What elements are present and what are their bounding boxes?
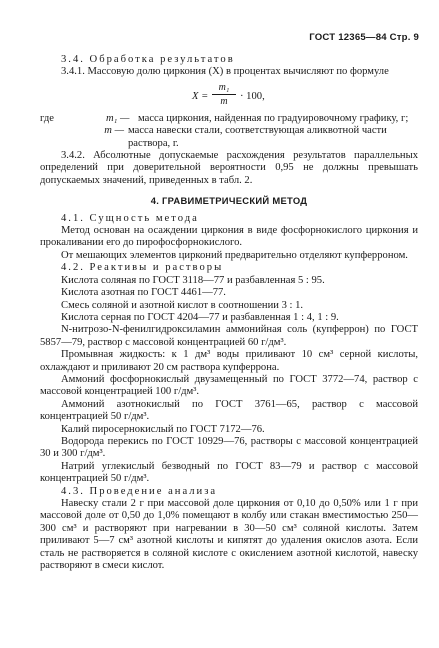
formula	[40, 81, 418, 111]
reagent-sodium-carbonate: Натрий углекислый безводный по ГОСТ 83—79 и раствор с массовой концентрацией 50 г/дм³.	[40, 460, 418, 485]
section-heading-4-1: 4.1. Сущность метода	[61, 212, 199, 224]
formula-numerator: m₁	[212, 82, 236, 95]
paragraph-4-1-a: Метод основан на осаждении циркония в виде фосфорнокислого циркония и прокаливании его до пирофосфорнокислого.	[40, 225, 418, 249]
reagent-potassium-pyrosulfate: Калий пиросернокислый по ГОСТ 7172—76.	[61, 423, 265, 435]
section-title-4: 4. ГРАВИМЕТРИЧЕСКИЙ МЕТОД	[150, 195, 308, 207]
page-header: ГОСТ 12365—84 Стр. 9	[309, 32, 419, 43]
reagent-sulfuric-acid: Кислота серная по ГОСТ 4204—77 и разбавленная 1 : 4, 1 : 9.	[61, 311, 339, 323]
reagent-hydrochloric-acid: Кислота соляная по ГОСТ 3118—77 и разбавленная 5 : 95.	[61, 274, 325, 286]
reagent-wash-liquid: Промывная жидкость: к 1 дм³ воды приливают 10 см³ серной кислоты, охлаждают и приливают 20 см раствора купферрона.	[40, 349, 418, 373]
m1-symbol: m₁ —	[106, 112, 130, 124]
paragraph-3-4-2: 3.4.2. Абсолютные допускаемые расхождения результатов параллельных определений при доверительной вероятности 0,95 не должны превышать допускаемых значений, приведенных в табл. 2.	[40, 150, 418, 186]
section-heading-3-4: 3.4. Обработка результатов	[61, 54, 235, 65]
reagent-ammonium-nitrate: Аммоний азотнокислый по ГОСТ 3761—65, раствор с массовой концентрацией 50 г/дм³.	[40, 398, 418, 423]
section-heading-4-2: 4.2. Реактивы и растворы	[61, 262, 224, 274]
formula-lhs: X =	[192, 90, 209, 102]
where-label: где	[40, 112, 54, 124]
paragraph-3-4-1: 3.4.1. Массовую долю циркония (X) в процентах вычисляют по формуле	[61, 66, 389, 78]
definition-m	[40, 125, 418, 150]
definition-m1	[40, 113, 418, 125]
formula-denominator: m	[220, 95, 228, 107]
formula-rhs: · 100,	[240, 90, 265, 102]
m-text: масса навески стали, соответствующая аликвотной части раствора, г.	[128, 125, 387, 149]
reagent-nitric-acid: Кислота азотная по ГОСТ 4461—77.	[61, 287, 226, 299]
paragraph-4-1-b: От мешающих элементов цирконий предварительно отделяют купферроном.	[61, 249, 408, 261]
m1-text: масса циркония, найденная по градуировочному графику, г;	[138, 112, 409, 124]
reagent-acid-mixture: Смесь соляной и азотной кислот в соотношении 3 : 1.	[61, 299, 304, 311]
m-symbol: m —	[104, 125, 124, 137]
paragraph-4-3: Навеску стали 2 г при массовой доле циркония от 0,10 до 0,50% или 1 г при массовой доле от 0,50 до 1,0% помещают в колбу или стакан вместимостью 250—300 см³ и растворяют при нагревании в 30—50 см³ соляной кислоты. Затем приливают 5—7 см³ азотной кислоты и кипятят до удаления окислов азота. Если сталь не растворяется в соляной кислоте с окислением азотной кислотой, навеску растворяют в смеси кислот.	[40, 498, 418, 572]
formula-fraction	[212, 82, 236, 108]
section-heading-4-3: 4.3. Проведение анализа	[61, 485, 218, 497]
reagent-ammonium-phosphate: Аммоний фосфорнокислый двузамещенный по ГОСТ 3772—74, раствор с массовой концентрацией 100 г/дм³.	[40, 373, 418, 398]
reagent-hydrogen-peroxide: Водорода перекись по ГОСТ 10929—76, растворы с массовой концентрацией 30 и 300 г/дм³.	[40, 435, 418, 460]
page-content	[40, 54, 418, 572]
reagent-cupferron: N-нитрозо-N-фенилгидроксиламин аммонийная соль (купферрон) по ГОСТ 5857—79, раствор с массовой концентрацией 60 г/дм³.	[40, 324, 418, 348]
